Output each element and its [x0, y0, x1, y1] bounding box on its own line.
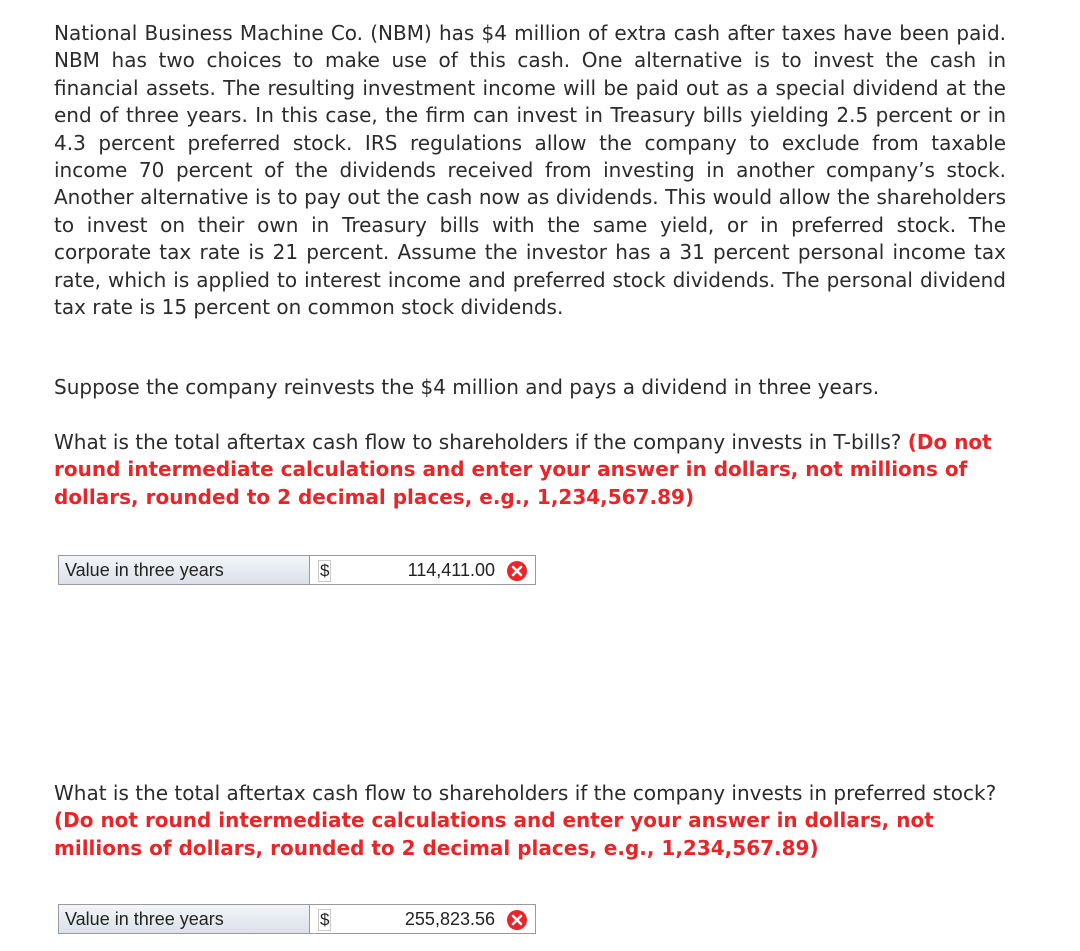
question-2	[54, 780, 1006, 862]
answer-1-label: Value in three years	[58, 555, 310, 585]
answer-2-label: Value in three years	[58, 904, 310, 934]
question-2-hint: (Do not round intermediate calculations and enter your answer in dollars, not millions of dollars, rounded to 2 decimal places, e.g., 1,234,567.89)	[54, 808, 934, 860]
answer-row-2	[58, 904, 536, 934]
incorrect-x-icon	[507, 561, 527, 581]
incorrect-x-icon	[507, 910, 527, 930]
problem-statement: National Business Machine Co. (NBM) has $4 million of extra cash after taxes have been paid. NBM has two choices to make use of this cash. One alternative is to invest the cash in financial assets. The resulting investment income will be paid out as a special dividend at the end of three years. In this case, the firm can invest in Treasury bills yielding 2.5 percent or in 4.3 percent preferred stock. IRS regulations allow the company to exclude from taxable income 70 percent of the dividends received from investing in another company’s stock. Another alternative is to pay out the cash now as dividends. This would allow the shareholders to invest on their own in Treasury bills with the same yield, or in preferred stock. The corporate tax rate is 21 percent. Assume the investor has a 31 percent personal income tax rate, which is applied to interest income and preferred stock dividends. The personal dividend tax rate is 15 percent on common stock dividends.	[54, 21, 1006, 320]
answer-row-1	[58, 555, 536, 585]
question-1	[54, 429, 1006, 511]
question-2-text: What is the total aftertax cash flow to shareholders if the company invests in preferred stock?	[54, 781, 997, 805]
answer-1-value[interactable]: 114,411.00	[407, 560, 495, 580]
answer-1-currency: $	[320, 561, 330, 580]
question-1-hint: (Do not round intermediate calculations and enter your answer in dollars, not millions of dollars, rounded to 2 decimal places, e.g., 1,234,567.89)	[54, 430, 992, 509]
question-1-text: What is the total aftertax cash flow to shareholders if the company invests in T-bills?	[54, 430, 902, 454]
answer-2-currency: $	[320, 910, 330, 929]
answer-2-input[interactable]	[310, 904, 536, 934]
answer-2-value[interactable]: 255,823.56	[404, 909, 495, 929]
answer-1-input[interactable]	[310, 555, 536, 585]
problem-setup: Suppose the company reinvests the $4 million and pays a dividend in three years.	[54, 375, 880, 399]
